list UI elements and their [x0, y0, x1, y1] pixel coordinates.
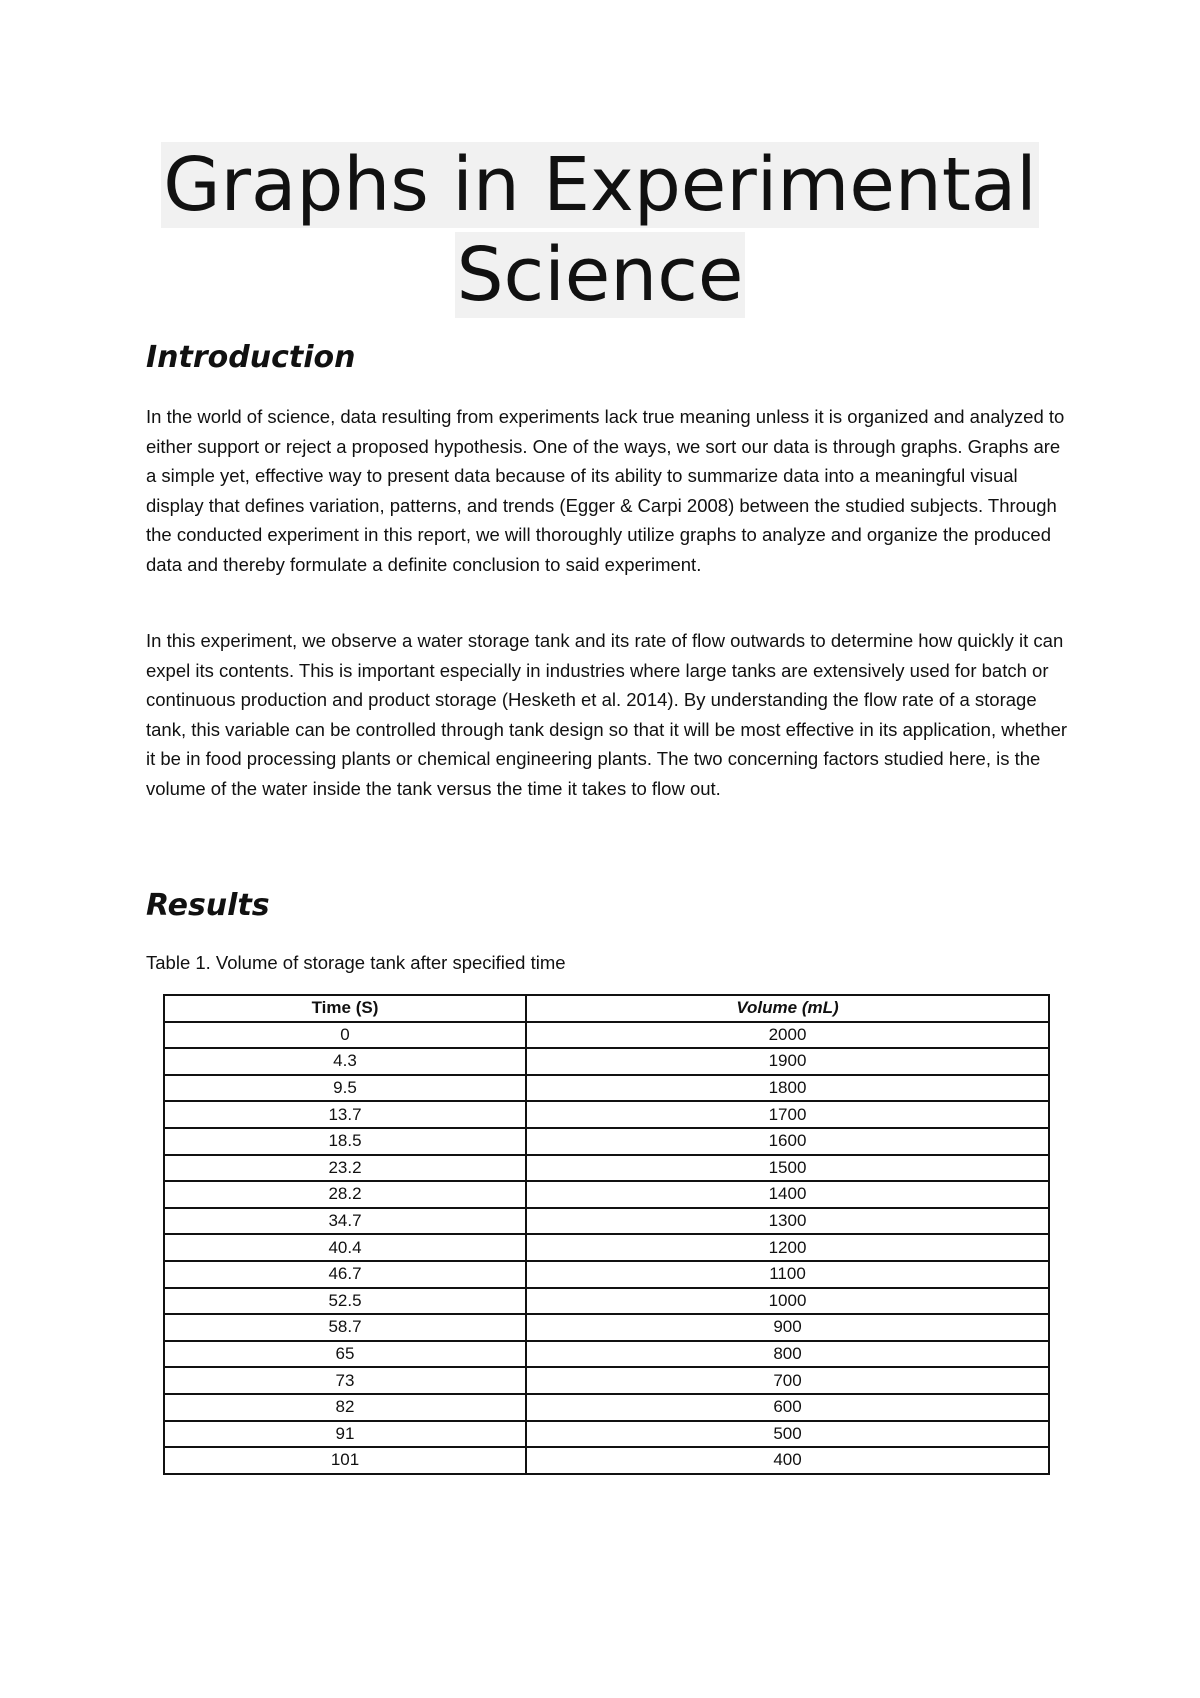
title-line-1: Graphs in Experimental	[163, 142, 1037, 228]
introduction-paragraph-2: In this experiment, we observe a water storage tank and its rate of flow outwards to determine how quickly it can expel its contents. This is important especially in industries where large tanks are extensively used for batch or continuous production and product storage (Hesketh et al. 2014). By understanding the flow rate of a storage tank, this variable can be controlled through tank design so that it will be most effective in its application, whether it be in food processing plants or chemical engineering plants. The two concerning factors studied here, is the volume of the water inside the tank versus the time it takes to flow out.	[146, 630, 1068, 799]
table-body	[164, 1022, 1049, 1474]
time-cell: 9.5	[164, 1075, 526, 1102]
volume-cell: 1600	[526, 1128, 1049, 1155]
table-row	[164, 1048, 1049, 1075]
time-cell: 82	[164, 1394, 526, 1421]
column-header-volume: Volume (mL)	[526, 995, 1049, 1022]
volume-cell: 1400	[526, 1181, 1049, 1208]
volume-cell: 1200	[526, 1234, 1049, 1261]
time-cell: 18.5	[164, 1128, 526, 1155]
table-row	[164, 1367, 1049, 1394]
volume-cell: 1000	[526, 1288, 1049, 1315]
volume-cell: 2000	[526, 1022, 1049, 1049]
time-cell: 101	[164, 1447, 526, 1474]
introduction-paragraph-1: In the world of science, data resulting from experiments lack true meaning unless it is organized and analyzed to either support or reject a proposed hypothesis. One of the ways, we sort our data is through graphs. Graphs are a simple yet, effective way to present data because of its ability to summarize data into a meaningful visual display that defines variation, patterns, and trends (Egger & Carpi 2008) between the studied subjects. Through the conducted experiment in this report, we will thoroughly utilize graphs to analyze and organize the produced data and thereby formulate a definite conclusion to said experiment.	[146, 406, 1065, 575]
table-row	[164, 1181, 1049, 1208]
table-caption: Table 1. Volume of storage tank after specified time	[146, 952, 566, 973]
time-cell: 13.7	[164, 1101, 526, 1128]
table-row	[164, 1075, 1049, 1102]
column-header-time: Time (S)	[164, 995, 526, 1022]
volume-cell: 700	[526, 1367, 1049, 1394]
time-cell: 34.7	[164, 1208, 526, 1235]
volume-cell: 1900	[526, 1048, 1049, 1075]
time-cell: 46.7	[164, 1261, 526, 1288]
table-row	[164, 1022, 1049, 1049]
volume-cell: 1300	[526, 1208, 1049, 1235]
volume-cell: 1800	[526, 1075, 1049, 1102]
title-line-2: Science	[456, 232, 744, 318]
time-cell: 23.2	[164, 1155, 526, 1182]
table-header-row	[164, 995, 1049, 1022]
table-row	[164, 1261, 1049, 1288]
time-cell: 58.7	[164, 1314, 526, 1341]
time-cell: 4.3	[164, 1048, 526, 1075]
volume-cell: 600	[526, 1394, 1049, 1421]
table-row	[164, 1314, 1049, 1341]
table-row	[164, 1101, 1049, 1128]
volume-cell: 1700	[526, 1101, 1049, 1128]
volume-cell: 900	[526, 1314, 1049, 1341]
table-row	[164, 1421, 1049, 1448]
introduction-heading: Introduction	[146, 340, 356, 375]
results-heading: Results	[146, 888, 270, 923]
volume-cell: 500	[526, 1421, 1049, 1448]
table-row	[164, 1128, 1049, 1155]
table-row	[164, 1208, 1049, 1235]
volume-cell: 1100	[526, 1261, 1049, 1288]
table-row	[164, 1288, 1049, 1315]
table-row	[164, 1447, 1049, 1474]
time-cell: 40.4	[164, 1234, 526, 1261]
table-row	[164, 1341, 1049, 1368]
table-row	[164, 1394, 1049, 1421]
time-cell: 91	[164, 1421, 526, 1448]
time-cell: 28.2	[164, 1181, 526, 1208]
volume-cell: 400	[526, 1447, 1049, 1474]
results-table	[163, 994, 1050, 1475]
time-cell: 65	[164, 1341, 526, 1368]
table-row	[164, 1234, 1049, 1261]
time-cell: 0	[164, 1022, 526, 1049]
volume-cell: 800	[526, 1341, 1049, 1368]
document-title	[0, 140, 1200, 320]
time-cell: 52.5	[164, 1288, 526, 1315]
table-row	[164, 1155, 1049, 1182]
volume-cell: 1500	[526, 1155, 1049, 1182]
time-cell: 73	[164, 1367, 526, 1394]
